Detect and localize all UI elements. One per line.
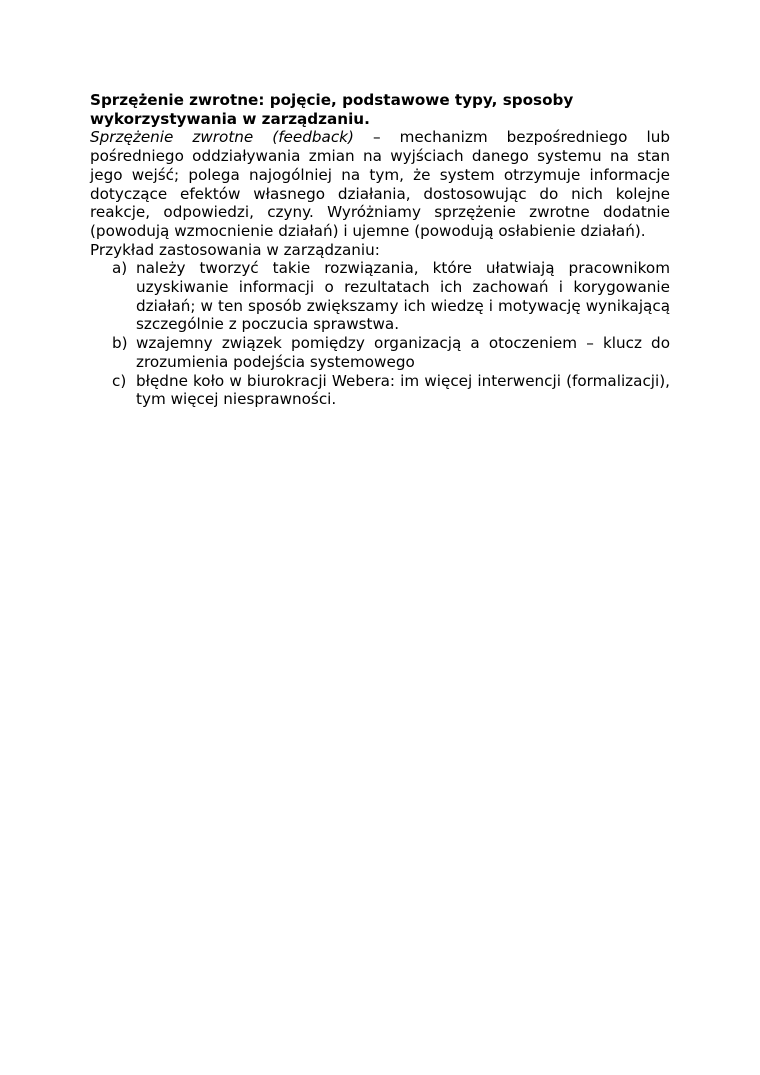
list-item [90,334,670,371]
list-item-marker: c) [112,371,127,390]
document-page [90,91,670,409]
list-item-text: wzajemny związek pomiędzy organizacją a otoczeniem – klucz do zrozumienia podejścia systemowego [136,334,670,371]
list-item-text: należy tworzyć takie rozwiązania, które ułatwiają pracownikom uzyskiwanie informacji o rezultatach ich zachowań i korygowanie działań; w ten sposób zwiększamy ich wiedzę i motywację wynikającą szczególnie z poczucia sprawstwa. [136,259,670,334]
definition-text: – mechanizm bezpośredniego lub pośredniego oddziaływania zmian na wyjściach danego systemu na stan jego wejść; polega najogólniej na tym, że system otrzymuje informacje dotyczące efektów własnego działania, dostosowując do nich kolejne reakcje, odpowiedzi, czyny. Wyróżniamy sprzężenie zwrotne dodatnie (powodują wzmocnienie działań) i ujemne (powodują osłabienie działań). [90,128,670,240]
list-item-marker: a) [112,259,128,278]
definition-term: Sprzężenie zwrotne (feedback) [90,128,354,147]
list-item [90,372,670,409]
document-title: Sprzężenie zwrotne: pojęcie, podstawowe typy, sposoby wykorzystywania w zarządzaniu. [90,91,574,128]
list-item-marker: b) [112,334,128,353]
list-item-text: błędne koło w biurokracji Webera: im więcej interwencji (formalizacji), tym więcej niesprawności. [136,371,670,409]
definition-paragraph [90,128,670,240]
example-intro: Przykład zastosowania w zarządzaniu: [90,240,380,259]
examples-list [90,259,670,409]
list-item [90,259,670,334]
